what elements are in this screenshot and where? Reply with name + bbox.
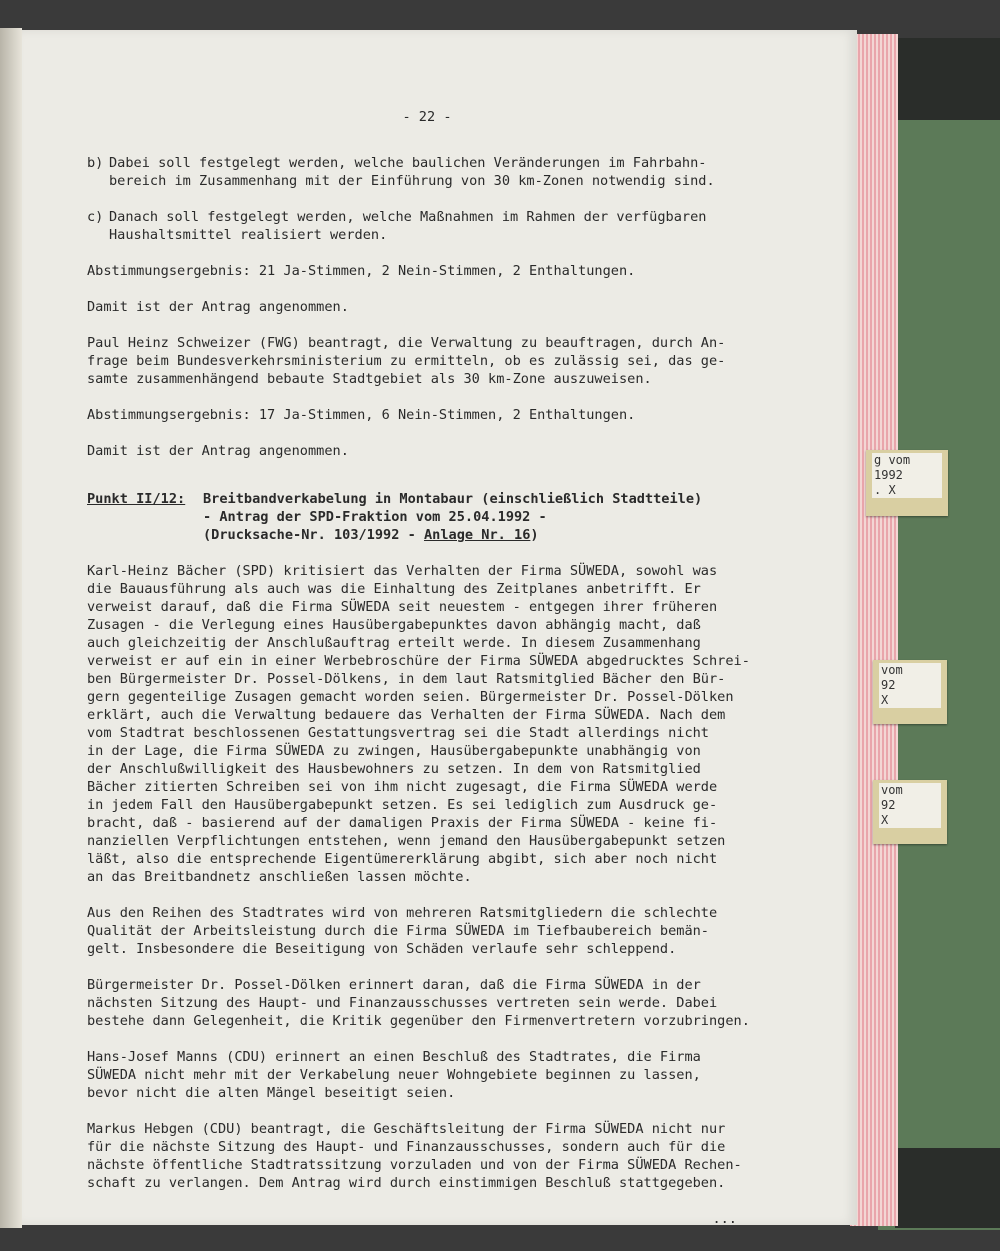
vote-result: Abstimmungsergebnis: 17 Ja-Stimmen, 6 Nein-Stimmen, 2 Enthaltungen. [87, 407, 636, 423]
tab-text: 92 [879, 678, 941, 693]
paragraph: Bürgermeister Dr. Possel-Dölken erinnert daran, daß die Firma SÜWEDA in der nächsten Sitzung des Haupt- und Finanzausschusses vertreten sein werde. Dabei bestehe dann Gelegenheit, die Kritik gegenüber den Firmenvertretern vorzubringen. [87, 977, 750, 1029]
paragraph: Aus den Reihen des Stadtrates wird von mehreren Ratsmitgliedern die schlechte Qualität der Arbeitsleistung durch die Firma SÜWEDA im Tiefbaubereich bemän- gelt. Insbesondere die Beseitigung von Schäden verlaufe sehr schleppend. [87, 905, 718, 957]
agenda-title-end: ) [530, 527, 539, 543]
index-tab [866, 450, 948, 516]
agenda-item-heading [87, 490, 787, 544]
list-marker: c) [87, 209, 104, 225]
index-tab [873, 660, 947, 724]
accepted-note: Damit ist der Antrag angenommen. [87, 299, 349, 315]
accepted-note: Damit ist der Antrag angenommen. [87, 443, 349, 459]
page-content [87, 108, 787, 1228]
index-tab [873, 780, 947, 844]
tab-text: X [879, 693, 941, 708]
paragraph: Markus Hebgen (CDU) beantragt, die Geschäftsleitung der Firma SÜWEDA nicht nur für die nächste Sitzung des Haupt- und Finanzausschusses, sondern auch für die nächste öffentliche Stadtratssitzung vorzuladen und von der Firma SÜWEDA Rechen- schaft zu verlangen. Dem Antrag wird durch einstimmigen Beschluß stattgegeben. [87, 1121, 742, 1191]
page-stack-edge [850, 34, 898, 1226]
continuation-mark: ... [712, 1211, 737, 1227]
list-marker: b) [87, 155, 104, 171]
vote-result: Abstimmungsergebnis: 21 Ja-Stimmen, 2 Nein-Stimmen, 2 Enthaltungen. [87, 263, 636, 279]
paragraph: Karl-Heinz Bächer (SPD) kritisiert das Verhalten der Firma SÜWEDA, sowohl was die Bauausführung als auch was die Einhaltung des Zeitplanes anbetrifft. Er verweist darauf, daß die Firma SÜWEDA seit neuestem - entgegen ihrer früheren Zusagen - die Verlegung eines Hausübergabepunktes davon abhängig macht, daß auch gleichzeitig der Anschlußauftrag erteilt werde. In diesem Zusammenhang verweist er auf ein in einer Werbebroschüre der Firma SÜWEDA abgedrucktes Schrei- ben Bürgermeister Dr. Possel-Dölkens, in dem laut Ratsmitglied Bächer den Bür- gern gegenteilige Zusagen gemacht worden seien. Bürgermeister Dr. Possel-Dölken erklärt, auch die Verwaltung bedauere das Verhalten der Firma SÜWEDA. Nach dem vom Stadtrat beschlossenen Gestattungsvertrag sei die Stadt allerdings nicht in der Lage, die Firma SÜWEDA zu zwingen, Hausübergabepunkte unabhängig von der Anschlußwilligkeit des Hausbewohners zu setzen. In dem von Ratsmitglied Bächer zitierten Schreiben sei von ihm nicht zugesagt, die Firma SÜWEDA werde in jedem Fall den Hausübergabepunkt setzen. Es sei lediglich zum Ausdruck ge- bracht, daß - basierend auf der damaligen Praxis der Firma SÜWEDA - keine fi- nanziellen Verpflichtungen entstehen, wenn jemand den Hausübergabepunkt setzen läßt, also die entsprechende Eigentümererklärung abgibt, sich aber noch nicht an das Breitbandnetz anschließen lassen möchte. [87, 563, 750, 885]
list-text: Dabei soll festgelegt werden, welche baulichen Veränderungen im Fahrbahn- bereich im Zusammenhang mit der Einführung von 30 km-Zonen notwendig sind. [109, 155, 715, 189]
paragraph: Paul Heinz Schweizer (FWG) beantragt, die Verwaltung zu beauftragen, durch An- frage beim Bundesverkehrsministerium zu ermitteln, ob es zulässig sei, das ge- samte zusammenhängend bebaute Stadtgebiet als 30 km-Zone auszuweisen. [87, 335, 726, 387]
paragraph: Hans-Josef Manns (CDU) erinnert an einen Beschluß des Stadtrates, die Firma SÜWEDA nicht mehr mit der Verkabelung neuer Wohngebiete beginnen zu lassen, bevor nicht die alten Mängel beseitigt seien. [87, 1049, 701, 1101]
list-text: Danach soll festgelegt werden, welche Maßnahmen im Rahmen der verfügbaren Haushaltsmittel realisiert werden. [109, 209, 707, 243]
tab-text: vom [879, 783, 941, 798]
agenda-title-text: Breitbandverkabelung in Montabaur (einschließlich Stadtteile) - Antrag der SPD-Fraktion vom 25.04.1992 - (Drucksache-Nr. 103/1992 - [203, 491, 703, 543]
binder-corner [895, 38, 1000, 120]
agenda-label: Punkt II/12: [87, 491, 186, 507]
tab-text: . X [872, 483, 942, 498]
tab-text: 1992 [872, 468, 942, 483]
tab-text: X [879, 813, 941, 828]
list-item [87, 208, 787, 244]
list-item [87, 154, 787, 190]
left-page-edge [0, 28, 22, 1228]
tab-text: vom [879, 663, 941, 678]
agenda-title [203, 490, 702, 544]
binder-corner [895, 1148, 1000, 1228]
tab-text: g vom [872, 453, 942, 468]
tab-text: 92 [879, 798, 941, 813]
page-number: - 22 - [402, 109, 452, 125]
attachment-reference: Anlage Nr. 16 [423, 527, 531, 543]
